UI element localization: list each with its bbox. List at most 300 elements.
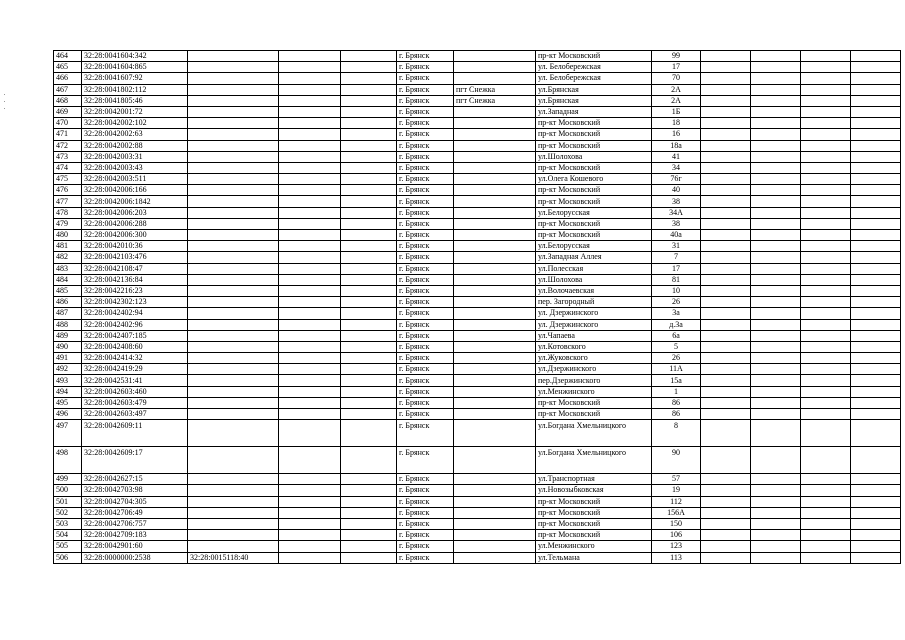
empty-cell: [801, 73, 851, 84]
cadastral-number: 32:28:0042003:43: [82, 162, 188, 173]
house-number: 18: [652, 118, 701, 129]
row-number: 494: [54, 386, 82, 397]
city: г. Брянск: [397, 507, 454, 518]
empty-cell: [801, 174, 851, 185]
house-number: 10: [652, 285, 701, 296]
cadastral-number: 32:28:0042006:300: [82, 230, 188, 241]
linked-cadastral-number: [188, 274, 279, 285]
cadastral-number: 32:28:0042709:183: [82, 530, 188, 541]
settlement: [454, 386, 536, 397]
empty-cell: [801, 185, 851, 196]
empty-cell: [801, 285, 851, 296]
empty-cell: [341, 518, 397, 529]
empty-cell: [751, 541, 801, 552]
empty-cell: [341, 174, 397, 185]
empty-cell: [801, 364, 851, 375]
house-number: 34А: [652, 207, 701, 218]
linked-cadastral-number: [188, 353, 279, 364]
linked-cadastral-number: [188, 386, 279, 397]
table-row: [54, 95, 901, 106]
settlement: [454, 530, 536, 541]
table-row: [54, 341, 901, 352]
street: пр-кт Московский: [536, 118, 652, 129]
street: пр-кт Московский: [536, 230, 652, 241]
cadastral-number: 32:28:0042603:497: [82, 409, 188, 420]
table-row: [54, 263, 901, 274]
empty-cell: [279, 140, 341, 151]
empty-cell: [751, 364, 801, 375]
empty-cell: [801, 95, 851, 106]
table-row: [54, 129, 901, 140]
empty-cell: [801, 129, 851, 140]
linked-cadastral-number: [188, 95, 279, 106]
empty-cell: [751, 185, 801, 196]
settlement: [454, 174, 536, 185]
row-number: 465: [54, 62, 82, 73]
settlement: [454, 496, 536, 507]
settlement: [454, 474, 536, 485]
empty-cell: [851, 73, 901, 84]
city: г. Брянск: [397, 207, 454, 218]
settlement: [454, 375, 536, 386]
street: пр-кт Московский: [536, 409, 652, 420]
cadastral-number: 32:28:0042704:305: [82, 496, 188, 507]
empty-cell: [341, 308, 397, 319]
settlement: [454, 541, 536, 552]
street: ул.Шолохова: [536, 151, 652, 162]
empty-cell: [851, 397, 901, 408]
city: г. Брянск: [397, 118, 454, 129]
empty-cell: [851, 151, 901, 162]
empty-cell: [851, 285, 901, 296]
city: г. Брянск: [397, 218, 454, 229]
city: г. Брянск: [397, 174, 454, 185]
empty-cell: [801, 474, 851, 485]
linked-cadastral-number: [188, 541, 279, 552]
empty-cell: [851, 308, 901, 319]
empty-cell: [751, 162, 801, 173]
empty-cell: [279, 207, 341, 218]
empty-cell: [851, 496, 901, 507]
row-number: 487: [54, 308, 82, 319]
city: г. Брянск: [397, 330, 454, 341]
empty-cell: [701, 518, 751, 529]
table-row: [54, 274, 901, 285]
settlement: [454, 218, 536, 229]
cadastral-number: 32:28:0042108:47: [82, 263, 188, 274]
empty-cell: [341, 151, 397, 162]
settlement: [454, 447, 536, 474]
empty-cell: [851, 409, 901, 420]
empty-cell: [801, 530, 851, 541]
empty-cell: [851, 353, 901, 364]
empty-cell: [279, 341, 341, 352]
empty-cell: [279, 230, 341, 241]
house-number: 57: [652, 474, 701, 485]
city: г. Брянск: [397, 230, 454, 241]
street: ул.Новозыбковская: [536, 485, 652, 496]
settlement: [454, 252, 536, 263]
empty-cell: [751, 530, 801, 541]
empty-cell: [701, 196, 751, 207]
house-number: 106: [652, 530, 701, 541]
cadastral-number: 32:28:0042136:84: [82, 274, 188, 285]
house-number: 40: [652, 185, 701, 196]
empty-cell: [341, 552, 397, 563]
empty-cell: [751, 218, 801, 229]
table-row: [54, 496, 901, 507]
empty-cell: [341, 263, 397, 274]
street: ул.Олега Кошевого: [536, 174, 652, 185]
row-number: 475: [54, 174, 82, 185]
empty-cell: [851, 319, 901, 330]
empty-cell: [801, 162, 851, 173]
table-row: [54, 319, 901, 330]
city: г. Брянск: [397, 151, 454, 162]
house-number: д.3а: [652, 319, 701, 330]
empty-cell: [701, 507, 751, 518]
empty-cell: [341, 420, 397, 447]
empty-cell: [701, 62, 751, 73]
house-number: 34: [652, 162, 701, 173]
cadastral-number: 32:28:0042531:41: [82, 375, 188, 386]
row-number: 483: [54, 263, 82, 274]
empty-cell: [341, 252, 397, 263]
empty-cell: [341, 274, 397, 285]
empty-cell: [801, 308, 851, 319]
empty-cell: [341, 185, 397, 196]
table-row: [54, 353, 901, 364]
table-row: [54, 420, 901, 447]
empty-cell: [801, 552, 851, 563]
empty-cell: [341, 353, 397, 364]
empty-cell: [341, 140, 397, 151]
empty-cell: [751, 118, 801, 129]
cadastral-number: 32:28:0042414:32: [82, 353, 188, 364]
settlement: [454, 106, 536, 117]
settlement: [454, 230, 536, 241]
empty-cell: [701, 118, 751, 129]
empty-cell: [701, 73, 751, 84]
house-number: 26: [652, 297, 701, 308]
empty-cell: [279, 285, 341, 296]
empty-cell: [751, 263, 801, 274]
empty-cell: [701, 185, 751, 196]
table-row: [54, 364, 901, 375]
settlement: [454, 285, 536, 296]
row-number: 479: [54, 218, 82, 229]
empty-cell: [751, 496, 801, 507]
empty-cell: [801, 507, 851, 518]
settlement: [454, 485, 536, 496]
settlement: [454, 552, 536, 563]
empty-cell: [751, 230, 801, 241]
cadastral-number: 32:28:0042003:31: [82, 151, 188, 162]
empty-cell: [341, 241, 397, 252]
linked-cadastral-number: [188, 252, 279, 263]
settlement: [454, 420, 536, 447]
street: ул.Котовского: [536, 341, 652, 352]
settlement: [454, 518, 536, 529]
empty-cell: [801, 297, 851, 308]
row-number: 486: [54, 297, 82, 308]
empty-cell: [851, 84, 901, 95]
cadastral-number: 32:28:0042706:49: [82, 507, 188, 518]
city: г. Брянск: [397, 474, 454, 485]
house-number: 1: [652, 386, 701, 397]
empty-cell: [701, 174, 751, 185]
house-number: 156А: [652, 507, 701, 518]
settlement: [454, 409, 536, 420]
empty-cell: [341, 330, 397, 341]
settlement: [454, 118, 536, 129]
row-number: 464: [54, 51, 82, 62]
street: ул.Брянская: [536, 95, 652, 106]
row-number: 490: [54, 341, 82, 352]
empty-cell: [341, 341, 397, 352]
settlement: [454, 330, 536, 341]
empty-cell: [851, 518, 901, 529]
empty-cell: [279, 185, 341, 196]
city: г. Брянск: [397, 364, 454, 375]
empty-cell: [701, 330, 751, 341]
empty-cell: [341, 95, 397, 106]
street: ул.Полесская: [536, 263, 652, 274]
table-row: [54, 507, 901, 518]
street: ул.Богдана Хмельницкого: [536, 447, 652, 474]
empty-cell: [279, 541, 341, 552]
empty-cell: [851, 162, 901, 173]
empty-cell: [279, 62, 341, 73]
empty-cell: [801, 319, 851, 330]
city: г. Брянск: [397, 263, 454, 274]
empty-cell: [751, 330, 801, 341]
empty-cell: [701, 397, 751, 408]
linked-cadastral-number: [188, 51, 279, 62]
row-number: 501: [54, 496, 82, 507]
street: пр-кт Московский: [536, 397, 652, 408]
linked-cadastral-number: [188, 185, 279, 196]
empty-cell: [801, 353, 851, 364]
house-number: 8: [652, 420, 701, 447]
empty-cell: [751, 207, 801, 218]
row-number: 493: [54, 375, 82, 386]
empty-cell: [701, 364, 751, 375]
empty-cell: [851, 420, 901, 447]
linked-cadastral-number: 32:28:0015118:40: [188, 552, 279, 563]
cadastral-number: 32:28:0042006:203: [82, 207, 188, 218]
row-number: 498: [54, 447, 82, 474]
row-number: 503: [54, 518, 82, 529]
cadastral-number: 32:28:0042010:36: [82, 241, 188, 252]
row-number: 466: [54, 73, 82, 84]
cadastral-number: 32:28:0041604:865: [82, 62, 188, 73]
cadastral-number: 32:28:0042001:72: [82, 106, 188, 117]
city: г. Брянск: [397, 106, 454, 117]
city: г. Брянск: [397, 530, 454, 541]
empty-cell: [751, 84, 801, 95]
empty-cell: [701, 319, 751, 330]
city: г. Брянск: [397, 274, 454, 285]
empty-cell: [751, 62, 801, 73]
margin-marks: [4, 88, 7, 188]
empty-cell: [279, 151, 341, 162]
house-number: 41: [652, 151, 701, 162]
table-row: [54, 151, 901, 162]
empty-cell: [751, 73, 801, 84]
cadastral-number: 32:28:0042627:15: [82, 474, 188, 485]
street: ул.Тельмана: [536, 552, 652, 563]
settlement: [454, 308, 536, 319]
cadastral-number: 32:28:0042006:1842: [82, 196, 188, 207]
linked-cadastral-number: [188, 118, 279, 129]
empty-cell: [701, 263, 751, 274]
empty-cell: [801, 518, 851, 529]
street: пр-кт Московский: [536, 530, 652, 541]
empty-cell: [279, 252, 341, 263]
empty-cell: [751, 252, 801, 263]
empty-cell: [279, 518, 341, 529]
empty-cell: [279, 308, 341, 319]
street: ул.Волочаевская: [536, 285, 652, 296]
house-number: 3а: [652, 308, 701, 319]
empty-cell: [751, 518, 801, 529]
empty-cell: [851, 51, 901, 62]
empty-cell: [279, 507, 341, 518]
row-number: 480: [54, 230, 82, 241]
linked-cadastral-number: [188, 162, 279, 173]
row-number: 484: [54, 274, 82, 285]
cadastral-number: 32:28:0042407:185: [82, 330, 188, 341]
empty-cell: [851, 174, 901, 185]
empty-cell: [851, 196, 901, 207]
empty-cell: [751, 241, 801, 252]
settlement: [454, 51, 536, 62]
house-number: 26: [652, 353, 701, 364]
empty-cell: [751, 507, 801, 518]
table-row: [54, 518, 901, 529]
empty-cell: [701, 353, 751, 364]
house-number: 81: [652, 274, 701, 285]
empty-cell: [751, 474, 801, 485]
empty-cell: [279, 73, 341, 84]
row-number: 499: [54, 474, 82, 485]
empty-cell: [701, 241, 751, 252]
row-number: 502: [54, 507, 82, 518]
street: ул.Чапаева: [536, 330, 652, 341]
empty-cell: [751, 297, 801, 308]
linked-cadastral-number: [188, 285, 279, 296]
empty-cell: [701, 95, 751, 106]
street: ул. Белобережская: [536, 62, 652, 73]
house-number: 40а: [652, 230, 701, 241]
empty-cell: [751, 140, 801, 151]
empty-cell: [701, 485, 751, 496]
linked-cadastral-number: [188, 129, 279, 140]
empty-cell: [341, 230, 397, 241]
empty-cell: [279, 174, 341, 185]
street: пр-кт Московский: [536, 507, 652, 518]
linked-cadastral-number: [188, 73, 279, 84]
house-number: 112: [652, 496, 701, 507]
settlement: [454, 73, 536, 84]
empty-cell: [801, 409, 851, 420]
empty-cell: [279, 84, 341, 95]
city: г. Брянск: [397, 252, 454, 263]
table-row: [54, 330, 901, 341]
cadastral-number: 32:28:0042002:88: [82, 140, 188, 151]
empty-cell: [279, 106, 341, 117]
table-row: [54, 73, 901, 84]
linked-cadastral-number: [188, 341, 279, 352]
row-number: 506: [54, 552, 82, 563]
linked-cadastral-number: [188, 230, 279, 241]
empty-cell: [279, 420, 341, 447]
street: ул. Дзержинского: [536, 308, 652, 319]
city: г. Брянск: [397, 84, 454, 95]
row-number: 489: [54, 330, 82, 341]
house-number: 15а: [652, 375, 701, 386]
empty-cell: [341, 218, 397, 229]
empty-cell: [341, 162, 397, 173]
linked-cadastral-number: [188, 496, 279, 507]
empty-cell: [279, 95, 341, 106]
empty-cell: [751, 319, 801, 330]
linked-cadastral-number: [188, 151, 279, 162]
empty-cell: [801, 207, 851, 218]
linked-cadastral-number: [188, 397, 279, 408]
empty-cell: [751, 386, 801, 397]
city: г. Брянск: [397, 62, 454, 73]
table-row: [54, 285, 901, 296]
empty-cell: [279, 485, 341, 496]
table-row: [54, 375, 901, 386]
empty-cell: [851, 447, 901, 474]
empty-cell: [701, 409, 751, 420]
empty-cell: [851, 375, 901, 386]
settlement: [454, 274, 536, 285]
house-number: 76г: [652, 174, 701, 185]
empty-cell: [701, 308, 751, 319]
cadastral-number: 32:28:0042609:11: [82, 420, 188, 447]
row-number: 505: [54, 541, 82, 552]
settlement: [454, 397, 536, 408]
street: ул. Дзержинского: [536, 319, 652, 330]
house-number: 6а: [652, 330, 701, 341]
empty-cell: [851, 552, 901, 563]
empty-cell: [341, 84, 397, 95]
empty-cell: [801, 375, 851, 386]
empty-cell: [801, 496, 851, 507]
empty-cell: [341, 496, 397, 507]
empty-cell: [851, 474, 901, 485]
empty-cell: [341, 51, 397, 62]
row-number: 497: [54, 420, 82, 447]
table-row: [54, 106, 901, 117]
linked-cadastral-number: [188, 174, 279, 185]
empty-cell: [341, 196, 397, 207]
house-number: 86: [652, 397, 701, 408]
linked-cadastral-number: [188, 409, 279, 420]
city: г. Брянск: [397, 129, 454, 140]
city: г. Брянск: [397, 319, 454, 330]
street: ул.Дзержинского: [536, 364, 652, 375]
empty-cell: [851, 507, 901, 518]
cadastral-number: 32:28:0042603:460: [82, 386, 188, 397]
house-number: 99: [652, 51, 701, 62]
empty-cell: [801, 386, 851, 397]
empty-cell: [701, 140, 751, 151]
